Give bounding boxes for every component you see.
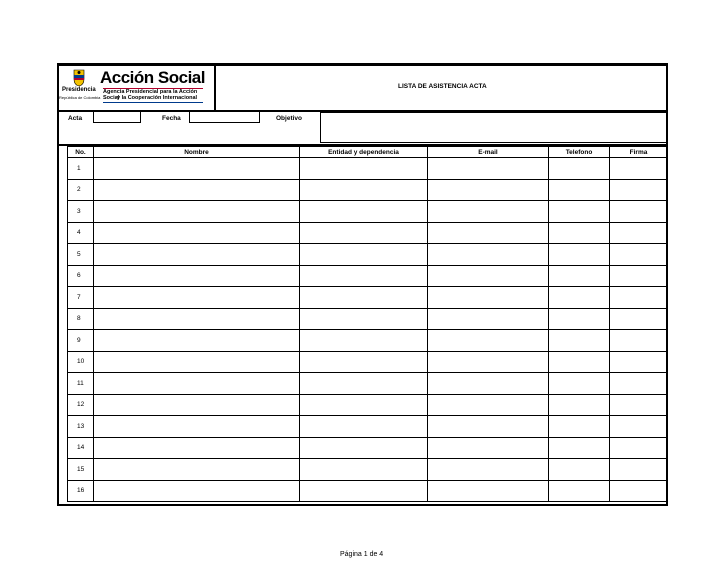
- presidencia-label: Presidencia: [62, 87, 96, 93]
- firma-cell[interactable]: [610, 330, 668, 352]
- telefono-cell[interactable]: [549, 351, 610, 373]
- firma-cell[interactable]: [610, 480, 668, 502]
- col-header-email: E-mail: [428, 147, 549, 158]
- entidad-cell[interactable]: [300, 373, 428, 395]
- row-number: 2: [68, 179, 94, 201]
- col-header-telefono: Telefono: [549, 147, 610, 158]
- table-row: [68, 394, 668, 416]
- email-cell[interactable]: [428, 265, 549, 287]
- row-number: 13: [68, 416, 94, 438]
- telefono-cell[interactable]: [549, 459, 610, 481]
- email-cell[interactable]: [428, 394, 549, 416]
- fecha-label: Fecha: [162, 115, 181, 122]
- firma-cell[interactable]: [610, 351, 668, 373]
- firma-cell[interactable]: [610, 244, 668, 266]
- entidad-cell[interactable]: [300, 179, 428, 201]
- email-cell[interactable]: [428, 480, 549, 502]
- email-cell[interactable]: [428, 373, 549, 395]
- row-number: 16: [68, 480, 94, 502]
- agency-line-1: Agencia Presidencial para la Acción Social: [103, 89, 198, 101]
- nombre-cell[interactable]: [94, 437, 300, 459]
- nombre-cell[interactable]: [94, 330, 300, 352]
- nombre-cell[interactable]: [94, 351, 300, 373]
- telefono-cell[interactable]: [549, 330, 610, 352]
- entidad-cell[interactable]: [300, 416, 428, 438]
- telefono-cell[interactable]: [549, 158, 610, 180]
- table-row: [68, 308, 668, 330]
- entidad-cell[interactable]: [300, 351, 428, 373]
- row-number: 14: [68, 437, 94, 459]
- firma-cell[interactable]: [610, 201, 668, 223]
- entidad-cell[interactable]: [300, 287, 428, 309]
- email-cell[interactable]: [428, 179, 549, 201]
- email-cell[interactable]: [428, 437, 549, 459]
- email-cell[interactable]: [428, 201, 549, 223]
- entidad-cell[interactable]: [300, 459, 428, 481]
- document-title: LISTA DE ASISTENCIA ACTA: [398, 83, 487, 90]
- entidad-cell[interactable]: [300, 158, 428, 180]
- firma-cell[interactable]: [610, 437, 668, 459]
- entidad-cell[interactable]: [300, 201, 428, 223]
- entidad-cell[interactable]: [300, 480, 428, 502]
- telefono-cell[interactable]: [549, 265, 610, 287]
- email-cell[interactable]: [428, 308, 549, 330]
- firma-cell[interactable]: [610, 308, 668, 330]
- nombre-cell[interactable]: [94, 416, 300, 438]
- nombre-cell[interactable]: [94, 222, 300, 244]
- row-number: 3: [68, 201, 94, 223]
- email-cell[interactable]: [428, 351, 549, 373]
- telefono-cell[interactable]: [549, 373, 610, 395]
- email-cell[interactable]: [428, 416, 549, 438]
- acta-label: Acta: [68, 115, 83, 122]
- nombre-cell[interactable]: [94, 394, 300, 416]
- objetivo-label: Objetivo: [276, 115, 303, 122]
- email-cell[interactable]: [428, 244, 549, 266]
- nombre-cell[interactable]: [94, 308, 300, 330]
- row-number: 12: [68, 394, 94, 416]
- telefono-cell[interactable]: [549, 480, 610, 502]
- row-number: 10: [68, 351, 94, 373]
- table-row: [68, 416, 668, 438]
- firma-cell[interactable]: [610, 373, 668, 395]
- nombre-cell[interactable]: [94, 287, 300, 309]
- table-row: [68, 222, 668, 244]
- telefono-cell[interactable]: [549, 416, 610, 438]
- row-number: 5: [68, 244, 94, 266]
- entidad-cell[interactable]: [300, 437, 428, 459]
- row-number: 15: [68, 459, 94, 481]
- row-number: 7: [68, 287, 94, 309]
- fecha-field[interactable]: [189, 111, 260, 123]
- table-row: [68, 437, 668, 459]
- nombre-cell[interactable]: [94, 459, 300, 481]
- page-number: Página 1 de 4: [340, 551, 384, 558]
- nombre-cell[interactable]: [94, 265, 300, 287]
- nombre-cell[interactable]: [94, 480, 300, 502]
- table-row: [68, 373, 668, 395]
- col-header-firma: Firma: [610, 147, 668, 158]
- table-row: [68, 459, 668, 481]
- firma-cell[interactable]: [610, 265, 668, 287]
- firma-cell[interactable]: [610, 222, 668, 244]
- table-header-row: [68, 147, 668, 158]
- nombre-cell[interactable]: [94, 244, 300, 266]
- email-cell[interactable]: [428, 287, 549, 309]
- telefono-cell[interactable]: [549, 437, 610, 459]
- telefono-cell[interactable]: [549, 179, 610, 201]
- coat-of-arms-icon: [71, 69, 87, 87]
- table-row: [68, 351, 668, 373]
- entidad-cell[interactable]: [300, 265, 428, 287]
- firma-cell[interactable]: [610, 179, 668, 201]
- logo-block: [59, 66, 216, 110]
- telefono-cell[interactable]: [549, 201, 610, 223]
- republica-label: República de Colombia: [59, 95, 101, 100]
- col-header-nombre: Nombre: [94, 147, 300, 158]
- nombre-cell[interactable]: [94, 179, 300, 201]
- brand-wordmark: Acción Social: [100, 68, 205, 87]
- objetivo-field[interactable]: [320, 112, 667, 143]
- table-row: [68, 244, 668, 266]
- entidad-cell[interactable]: [300, 308, 428, 330]
- nombre-cell[interactable]: [94, 373, 300, 395]
- table-row: [68, 158, 668, 180]
- firma-cell[interactable]: [610, 394, 668, 416]
- table-row: [68, 179, 668, 201]
- telefono-cell[interactable]: [549, 222, 610, 244]
- firma-cell[interactable]: [610, 459, 668, 481]
- email-cell[interactable]: [428, 222, 549, 244]
- entidad-cell[interactable]: [300, 330, 428, 352]
- agency-line-2: y la Cooperación Internacional: [117, 95, 198, 101]
- table-row: [68, 287, 668, 309]
- entidad-cell[interactable]: [300, 394, 428, 416]
- email-cell[interactable]: [428, 330, 549, 352]
- table-row: [68, 201, 668, 223]
- row-number: 6: [68, 265, 94, 287]
- row-number: 8: [68, 308, 94, 330]
- telefono-cell[interactable]: [549, 394, 610, 416]
- entidad-cell[interactable]: [300, 244, 428, 266]
- row-number: 11: [68, 373, 94, 395]
- row-number: 9: [68, 330, 94, 352]
- telefono-cell[interactable]: [549, 244, 610, 266]
- row-number: 4: [68, 222, 94, 244]
- acta-field[interactable]: [93, 111, 141, 123]
- brand-rule-blue: [103, 102, 203, 103]
- attendance-table: [67, 146, 668, 502]
- table-row: [68, 330, 668, 352]
- col-header-no: No.: [68, 147, 94, 158]
- firma-cell[interactable]: [610, 287, 668, 309]
- row-number: 1: [68, 158, 94, 180]
- telefono-cell[interactable]: [549, 287, 610, 309]
- telefono-cell[interactable]: [549, 308, 610, 330]
- table-row: [68, 480, 668, 502]
- nombre-cell[interactable]: [94, 158, 300, 180]
- firma-cell[interactable]: [610, 416, 668, 438]
- nombre-cell[interactable]: [94, 201, 300, 223]
- table-row: [68, 265, 668, 287]
- col-header-entidad: Entidad y dependencia: [300, 147, 428, 158]
- entidad-cell[interactable]: [300, 222, 428, 244]
- firma-cell[interactable]: [610, 158, 668, 180]
- email-cell[interactable]: [428, 459, 549, 481]
- email-cell[interactable]: [428, 158, 549, 180]
